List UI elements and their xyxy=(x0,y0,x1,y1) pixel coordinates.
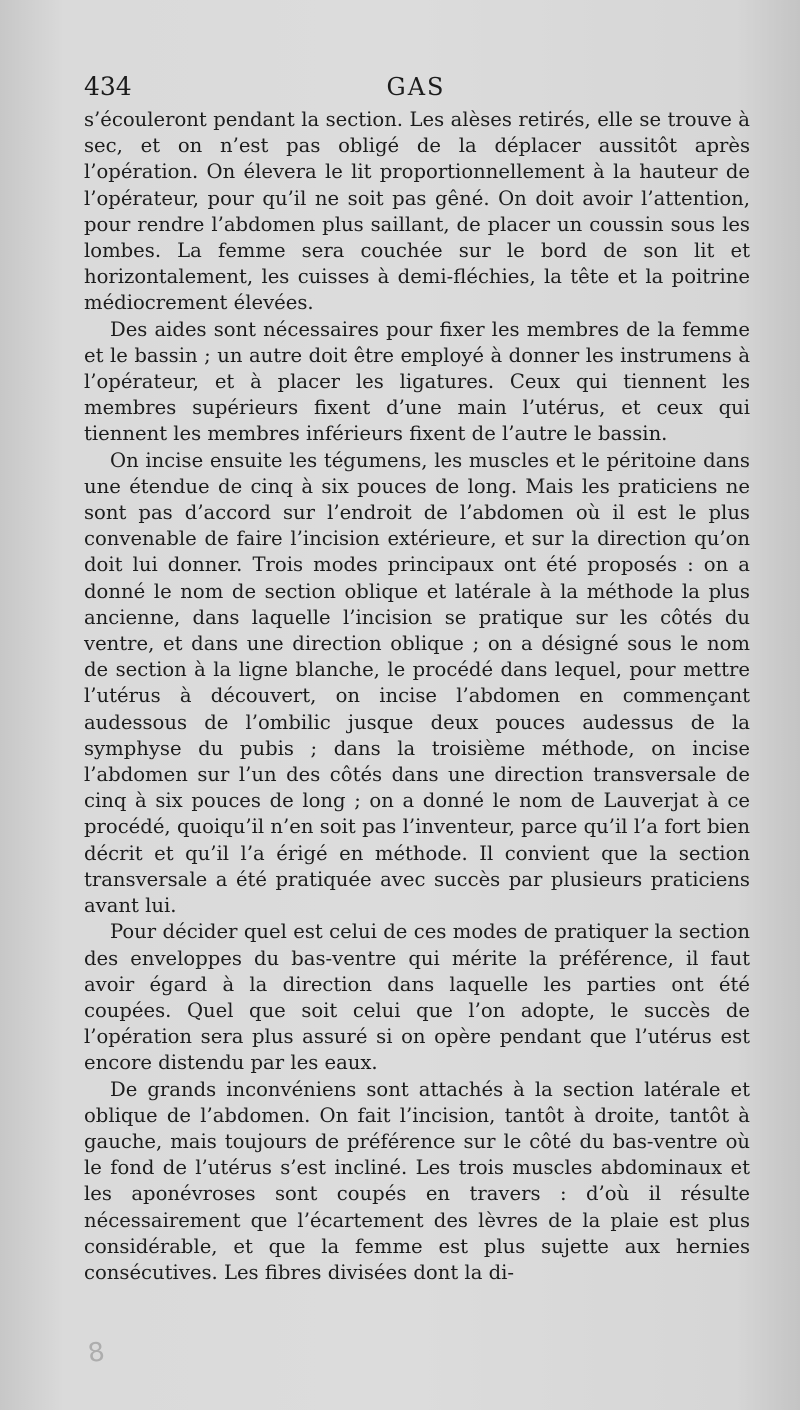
paragraph-1: s’écouleront pendant la section. Les alèses retirés, elle se trouve à sec, et on n’est pas obligé de la déplacer aussitôt après l’opération. On élevera le lit proportionnellement à la hauteur de l’opérateur, pour qu’il ne soit pas gêné. On doit avoir l’attention, pour rendre l’abdomen plus saillant, de placer un coussin sous les lombes. La femme sera couchée sur le bord de son lit et horizontalement, les cuisses à demi-fléchies, la tête et la poitrine médiocrement élevées. xyxy=(84,108,750,315)
pencil-mark-icon: 8 xyxy=(85,1336,107,1370)
running-title: GAS xyxy=(386,73,446,101)
body-text xyxy=(84,107,750,1286)
paragraph-4: Pour décider quel est celui de ces modes de pratiquer la section des enveloppes du bas-ventre qui mérite la préférence, il faut avoir égard à la direction dans laquelle les parties ont été coupées. Quel que soit celui que l’on adopte, le succès de l’opération sera plus assuré si on opère pendant que l’utérus est encore distendu par les eaux. xyxy=(84,920,750,1075)
page-header xyxy=(84,70,748,104)
paragraph-3: On incise ensuite les tégumens, les muscles et le péritoine dans une étendue de cinq à six pouces de long. Mais les praticiens ne sont pas d’accord sur l’endroit de l’abdomen où il est le plus convenable de faire l’incision extérieure, et sur la direction qu’on doit lui donner. Trois modes principaux ont été proposés : on a donné le nom de section oblique et latérale à la méthode la plus ancienne, dans laquelle l’incision se pratique sur les côtés du ventre, et dans une direction oblique ; on a désigné sous le nom de section à la ligne blanche, le procédé dans lequel, pour mettre l’utérus à découvert, on incise l’abdomen en commençant audessous de l’ombilic jusque deux pouces audessus de la symphyse du pubis ; dans la troisième méthode, on incise l’abdomen sur l’un des côtés dans une direction transversale de cinq à six pouces de long ; on a donné le nom de Lauverjat à ce procédé, quoiqu’il n’en soit pas l’inventeur, parce qu’il l’a fort bien décrit et qu’il l’a érigé en méthode. Il convient que la section transversale a été pratiquée avec succès par plusieurs praticiens avant lui. xyxy=(84,448,750,918)
paragraph-5: De grands inconvéniens sont attachés à la section latérale et oblique de l’abdomen. On fait l’incision, tantôt à droite, tantôt à gauche, mais toujours de préférence sur le côté du bas-ventre où le fond de l’utérus s’est incliné. Les trois muscles abdominaux et les aponévroses sont coupés en travers : d’où il résulte nécessairement que l’écartement des lèvres de la plaie est plus considérable, et que la femme est plus sujette aux hernies consécutives. Les fibres divisées dont la di- xyxy=(84,1077,750,1284)
page-number: 434 xyxy=(84,72,132,101)
paragraph-2: Des aides sont nécessaires pour fixer les membres de la femme et le bassin ; un autre doit être employé à donner les instrumens à l’opérateur, et à placer les ligatures. Ceux qui tiennent les membres supérieurs fixent d’une main l’utérus, et ceux qui tiennent les membres inférieurs fixent de l’autre le bassin. xyxy=(84,317,750,446)
